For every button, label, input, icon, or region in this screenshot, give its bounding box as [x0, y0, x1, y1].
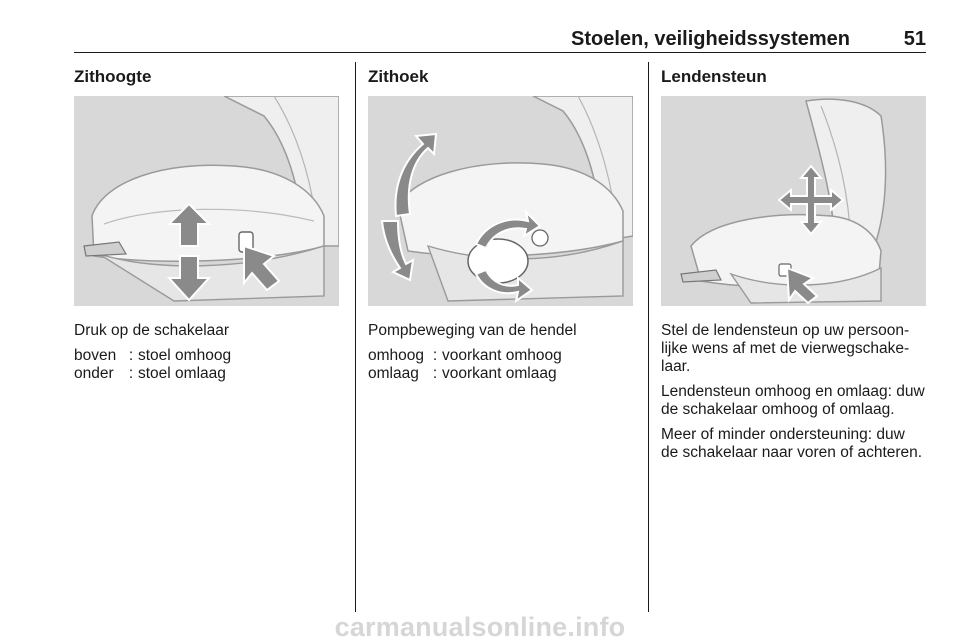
definition-row: [368, 365, 562, 383]
definition-row: [368, 347, 562, 365]
seat-height-definitions: [74, 347, 231, 383]
section-title-seat-angle: Zithoek: [368, 67, 429, 86]
seat-angle-definitions: [368, 347, 562, 383]
definition-description: stoel omlaag: [138, 365, 226, 382]
definition-separator: :: [128, 365, 134, 382]
definition-separator: :: [432, 365, 438, 382]
definition-separator: :: [128, 347, 134, 364]
definition-row: [74, 365, 231, 383]
page-header-title: Stoelen, veiligheidssystemen: [571, 28, 850, 50]
definition-description: voorkant omhoog: [442, 347, 562, 364]
watermark: carmanualsonline.info: [334, 612, 626, 642]
section-title-seat-height: Zithoogte: [74, 67, 152, 86]
definition-term: omlaag: [368, 365, 419, 382]
seat-angle-caption: Pompbeweging van de hendel: [368, 322, 577, 339]
seat-angle-illustration: [368, 96, 633, 306]
seat-height-caption: Druk op de schakelaar: [74, 322, 230, 339]
definition-term: omhoog: [368, 347, 425, 364]
definition-term: onder: [74, 365, 114, 382]
definition-description: voorkant omlaag: [442, 365, 557, 382]
definition-row: [74, 347, 231, 365]
definition-term: boven: [74, 347, 117, 364]
page-number: 51: [903, 28, 926, 50]
section-title-lumbar-support: Lendensteun: [661, 67, 767, 86]
paragraph: Stel de lendensteun op uw persoon-lijke wens af met de vierwegschake-laar.: [661, 322, 910, 375]
seat-height-illustration: [74, 96, 339, 306]
column-divider-1: [355, 62, 356, 612]
paragraph: Meer of minder ondersteuning: duw de schakelaar naar voren of achteren.: [661, 426, 923, 461]
lumbar-support-illustration: [661, 96, 926, 306]
lumbar-support-text: [661, 322, 926, 469]
column-divider-2: [648, 62, 649, 612]
header-rule: [74, 52, 926, 53]
definition-description: stoel omhoog: [138, 347, 232, 364]
paragraph: Lendensteun omhoog en omlaag: duw de schakelaar omhoog of omlaag.: [661, 383, 925, 418]
definition-separator: :: [432, 347, 438, 364]
